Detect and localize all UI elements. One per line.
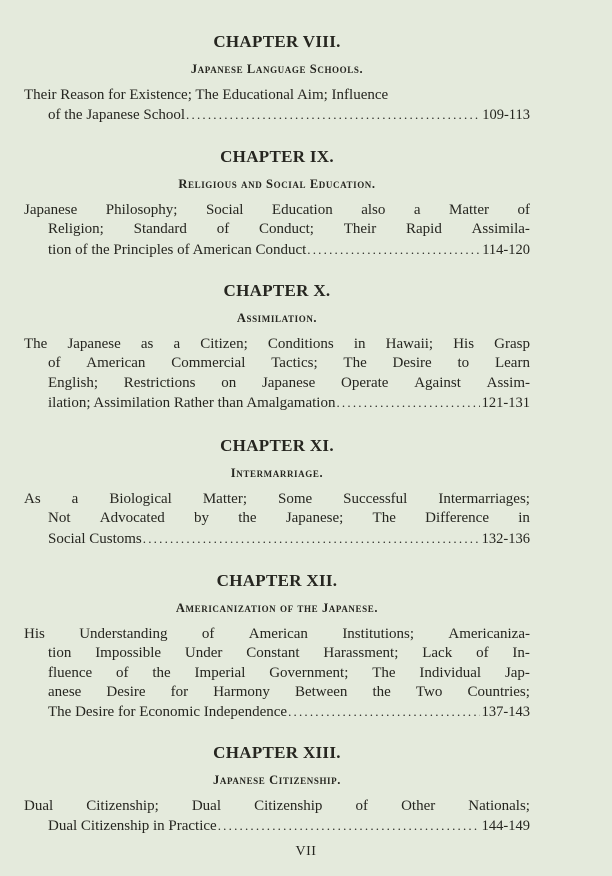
- chapter-title: Japanese Language Schools.: [190, 62, 364, 76]
- contents-word: Advocated: [99, 510, 165, 527]
- contents-word: of: [355, 798, 368, 814]
- chapter-heading: CHAPTER IX.: [220, 147, 334, 166]
- contents-line: [24, 625, 530, 644]
- contents-line: [24, 220, 530, 239]
- contents-word: on: [221, 374, 237, 391]
- contents-word: Harmony: [213, 683, 270, 700]
- contents-word: Institutions;: [342, 626, 414, 642]
- contents-word: Imperial: [194, 664, 246, 681]
- chapter-title: Americanization of the Japanese.: [175, 601, 379, 615]
- chapter-contents: [24, 86, 530, 125]
- contents-line-text: Dual Citizenship in Practice: [48, 818, 217, 835]
- chapter-contents: [24, 625, 530, 721]
- contents-word: of: [116, 664, 129, 681]
- dot-leader: [336, 393, 479, 412]
- contents-word: Understanding: [79, 626, 168, 642]
- contents-word: Rapid: [405, 221, 442, 238]
- contents-line-text: of the Japanese School: [48, 107, 186, 124]
- contents-word: Difference: [425, 510, 489, 527]
- contents-line-last: [24, 816, 530, 835]
- contents-word: Standard: [133, 221, 187, 238]
- contents-line-last: [24, 702, 530, 721]
- contents-word: Jap-: [504, 664, 530, 681]
- contents-word: His: [24, 626, 45, 642]
- contents-word: as: [140, 336, 154, 352]
- contents-word: anese: [48, 683, 82, 700]
- chapter-13: [24, 743, 530, 836]
- contents-line: [24, 374, 530, 393]
- contents-line: [24, 683, 530, 702]
- contents-word: Desire: [392, 355, 432, 372]
- contents-word: the: [372, 683, 391, 700]
- contents-line-text: ilation; Assimilation Rather than Amalgamation: [48, 394, 336, 411]
- contents-word: Education: [271, 202, 333, 218]
- dot-leader: [307, 240, 480, 259]
- contents-word: Tactics;: [271, 355, 318, 372]
- contents-word: Matter: [448, 202, 489, 218]
- chapter-11: [24, 436, 530, 548]
- contents-word: Biological: [109, 491, 172, 507]
- contents-word: Hawaii;: [385, 336, 434, 352]
- chapter-title: Japanese Citizenship.: [213, 773, 341, 787]
- contents-word: Japanese;: [285, 510, 344, 527]
- contents-line: [24, 86, 530, 105]
- contents-line-last: [24, 393, 530, 412]
- contents-word: Their: [343, 221, 377, 238]
- chapter-heading: CHAPTER XII.: [216, 571, 338, 590]
- contents-word: Japanese: [24, 202, 78, 218]
- dot-leader: [288, 702, 480, 721]
- chapter-contents: [24, 490, 530, 548]
- contents-word: The: [372, 664, 396, 681]
- contents-word: Desire: [106, 683, 146, 700]
- contents-line: [24, 201, 530, 220]
- contents-line: [24, 664, 530, 683]
- contents-word: a: [173, 336, 181, 352]
- contents-word: Citizen;: [200, 336, 248, 352]
- contents-word: the: [238, 510, 257, 527]
- contents-word: in: [353, 336, 366, 352]
- chapter-8: [24, 32, 530, 125]
- contents-word: Matter;: [202, 491, 247, 507]
- contents-line-text: The Desire for Economic Independence: [48, 704, 288, 721]
- contents-word: Social: [205, 202, 244, 218]
- contents-word: Japanese: [67, 336, 121, 352]
- chapter-9: [24, 147, 530, 259]
- contents-word: In-: [512, 645, 530, 662]
- contents-word: Harassment;: [323, 645, 399, 662]
- contents-word: Religion;: [48, 221, 104, 238]
- contents-word: Successful: [343, 491, 408, 507]
- page-range: 109-113: [482, 107, 530, 124]
- contents-word: the: [152, 664, 171, 681]
- contents-line: [24, 644, 530, 663]
- contents-word: The: [372, 510, 396, 527]
- page-range: 132-136: [481, 530, 530, 547]
- contents-word: Commercial: [171, 355, 246, 372]
- contents-word: American: [86, 355, 146, 372]
- contents-word: The: [343, 355, 367, 372]
- contents-word: The: [24, 336, 48, 352]
- contents-word: American: [248, 626, 308, 642]
- chapter-contents: [24, 335, 530, 412]
- chapter-heading: CHAPTER X.: [223, 281, 331, 300]
- contents-word: of: [216, 221, 230, 238]
- contents-word: Conditions: [267, 336, 334, 352]
- contents-word: As: [24, 491, 41, 507]
- dot-leader: [186, 105, 480, 124]
- contents-line-text: tion of the Principles of American Conduct: [48, 241, 307, 258]
- page-range: 114-120: [482, 241, 530, 258]
- chapter-contents: [24, 797, 530, 836]
- chapter-title: Intermarriage.: [230, 466, 324, 480]
- contents-word: a: [71, 491, 79, 507]
- contents-word: English;: [48, 374, 99, 391]
- contents-word: tion: [48, 645, 72, 662]
- contents-word: Individual: [419, 664, 482, 681]
- contents-word: Dual: [191, 798, 221, 814]
- contents-word: Grasp: [494, 336, 530, 352]
- contents-line: [24, 335, 530, 354]
- contents-word: of: [476, 645, 489, 662]
- contents-word: Citizenship: [254, 798, 323, 814]
- dot-leader: [143, 529, 480, 548]
- contents-word: Dual: [24, 798, 54, 814]
- chapter-12: [24, 571, 530, 721]
- contents-word: Against: [414, 374, 461, 391]
- contents-word: Japanese: [261, 374, 316, 391]
- contents-word: for: [170, 683, 189, 700]
- contents-word: Assimila-: [471, 221, 530, 238]
- contents-word: in: [518, 510, 530, 527]
- contents-word: Impossible: [95, 645, 162, 662]
- contents-word: Learn: [494, 355, 530, 372]
- contents-word: Government;: [269, 664, 349, 681]
- chapter-heading: CHAPTER XI.: [220, 436, 334, 455]
- contents-word: Some: [278, 491, 313, 507]
- contents-word: Two: [415, 683, 443, 700]
- contents-word: Citizenship;: [86, 798, 159, 814]
- dot-leader: [218, 816, 480, 835]
- contents-word: Countries;: [467, 683, 530, 700]
- contents-word: Not: [48, 510, 71, 527]
- page-range: 144-149: [481, 818, 530, 835]
- page-number: VII: [295, 844, 317, 859]
- contents-line: [24, 490, 530, 509]
- page-range: 121-131: [481, 394, 530, 411]
- contents-word: Lack: [422, 645, 453, 662]
- contents-line-last: [24, 240, 530, 259]
- contents-word: of: [201, 626, 215, 642]
- contents-word: to: [457, 355, 470, 372]
- page-range: 137-143: [481, 704, 530, 721]
- contents-word: of: [48, 355, 61, 372]
- chapter-contents: [24, 201, 530, 259]
- contents-line: [24, 354, 530, 373]
- contents-line: [24, 797, 530, 816]
- chapter-heading: CHAPTER VIII.: [213, 32, 341, 51]
- contents-word: Restrictions: [123, 374, 196, 391]
- contents-word: Between: [294, 683, 348, 700]
- chapter-title: Assimilation.: [236, 311, 318, 325]
- contents-word: Assim-: [486, 374, 530, 391]
- contents-word: Americaniza-: [448, 626, 530, 642]
- contents-word: fluence: [48, 664, 93, 681]
- contents-word: His: [453, 336, 475, 352]
- contents-word: Operate: [341, 374, 389, 391]
- contents-word: Nationals;: [468, 798, 530, 814]
- contents-word: by: [193, 510, 209, 527]
- contents-word: Intermarriages;: [438, 491, 530, 507]
- contents-word: Constant: [246, 645, 300, 662]
- contents-line-text: Social Customs: [48, 530, 142, 547]
- contents-word: also: [361, 202, 386, 218]
- contents-word: Other: [401, 798, 436, 814]
- contents-line-last: [24, 529, 530, 548]
- contents-line-last: [24, 105, 530, 124]
- chapter-heading: CHAPTER XIII.: [213, 743, 341, 762]
- chapter-10: [24, 281, 530, 412]
- contents-word: Philosophy;: [105, 202, 178, 218]
- chapter-title: Religious and Social Education.: [178, 177, 376, 191]
- contents-word: Under: [184, 645, 223, 662]
- contents-line: [24, 509, 530, 528]
- contents-line-text: Their Reason for Existence; The Educational Aim; Influence: [24, 87, 389, 103]
- contents-word: Conduct;: [258, 221, 314, 238]
- contents-word: of: [517, 202, 530, 218]
- contents-word: a: [413, 202, 421, 218]
